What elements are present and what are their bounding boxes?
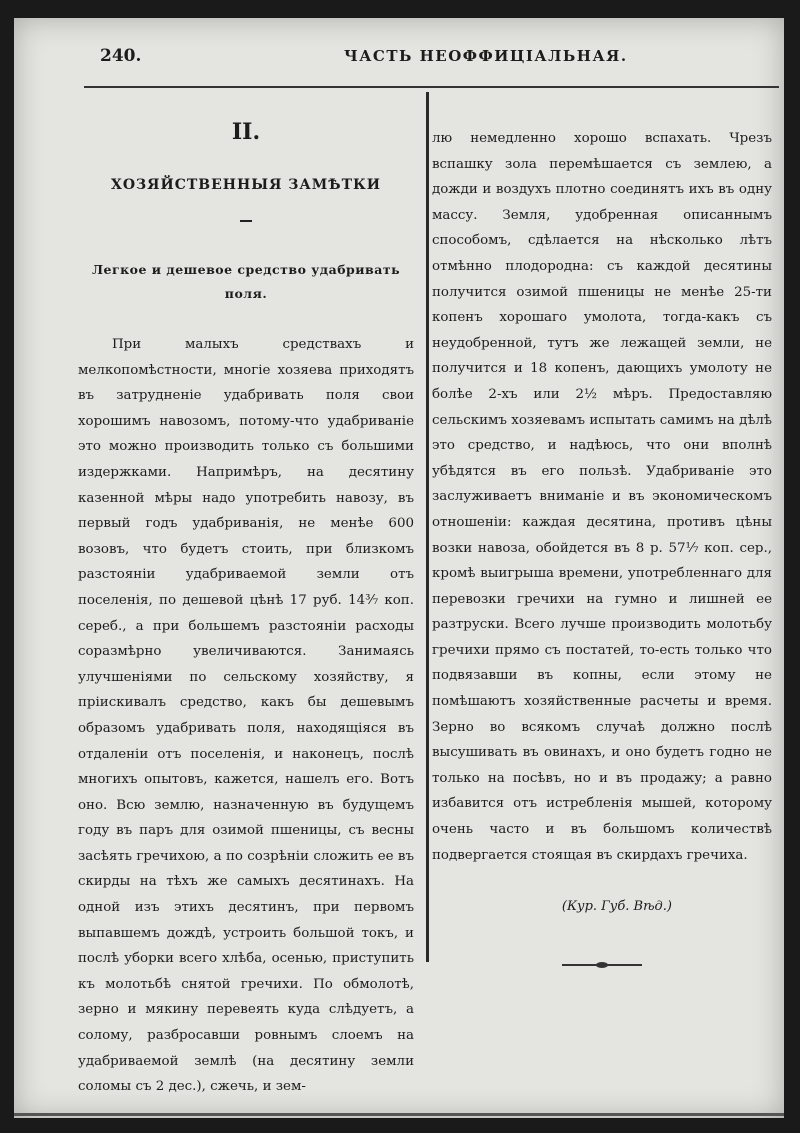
section-title: ХОЗЯЙСТВЕННЫЯ ЗАМѢТКИ [111,177,381,193]
page-sheet [14,18,784,1118]
bottom-edge [14,1113,784,1116]
page-number: 240. [100,46,142,66]
source-citation: (Кур. Губ. Вѣд.) [561,899,672,915]
column-divider [426,92,429,962]
article-title: Легкое и дешевое средство удабривать поля. [91,262,401,301]
article-paragraph-right: лю немедленно хорошо вспахать. Чрезъ вспашку зола перемѣшается съ землею, а дожди и воздухъ плотно соединятъ ихъ въ одну массу. Земля, удобренная описаннымъ способомъ, сдѣлается на нѣсколько лѣтъ отмѣнно плодородна: съ каждой десятины получится озимой пшеницы не менѣе 25-ти копенъ хорошаго умолота, тогда-какъ съ неудобренной, тутъ же лежащей земли, не получится и 18 копенъ, дающихъ умолоту не болѣе 2-хъ или 2½ мѣръ. Предоставляю сельскимъ хозяевамъ испытать самимъ на дѣлѣ это средство, и надѣюсь, что они вполнѣ убѣдятся въ его пользѣ. Удабриванiе это заслуживаетъ вниманiе и въ экономическомъ отношенiи: каждая десятина, противъ цѣны возки навоза, обойдется въ 8 р. 57¹⁄₇ коп. сер., кромѣ выигрыша времени, употребленнаго для перевозки гречихи на гумно и лишней ее разтруски. Всего лучше производить молотьбу гречихи прямо съ постатей, то-есть только что подвязавши въ копны, если этому не помѣшаютъ хозяйственные расчеты и время. Зерно во всякомъ случаѣ должно послѣ высушивать въ овинахъ, и оно будетъ годно не только на посѣвъ, но и въ продажу; а равно избавится отъ истребленiя мышей, которому очень часто и въ большомъ количествѣ подвергается стоящая въ скирдахъ гречиха. [432,131,772,863]
page-header [14,18,784,88]
article-paragraph-left: При малыхъ средствахъ и мелкопомѣстности, многiе хозяева приходятъ въ затрудненiе удабривать поля свои хорошимъ навозомъ, потому-что удабриванiе это можно производить только съ большими издержками. Напримѣръ, на десятину казенной мѣры надо употребить навозу, въ первый годъ удабриванiя, не менѣе 600 возовъ, что будетъ стоить, при близкомъ разстоянiи удабриваемой земли отъ поселенiя, по дешевой цѣнѣ 17 руб. 14³⁄₇ коп. сереб., а при большемъ разстоянiи расходы соразмѣрно увеличиваются. Занимаясь улучшенiями по сельскому хозяйству, я прiискивалъ средство, какъ бы дешевымъ образомъ удабривать поля, находящiяся въ отдаленiи отъ поселенiя, и наконецъ, послѣ многихъ опытовъ, кажется, нашелъ его. Вотъ оно. Всю землю, назначенную въ будущемъ году въ паръ для озимой пшеницы, съ весны засѣять гречихою, а по созрѣнiи сложить ее въ скирды на тѣхъ же самыхъ десятинахъ. На одной изъ этихъ десятинъ, при первомъ выпавшемъ дождѣ, устроить большой токъ, и послѣ уборки всего хлѣба, осенью, приступить къ молотьбѣ снятой гречихи. По обмолотѣ, зерно и мякину перевеять куда слѣдуетъ, а солому, разбросавши ровнымъ слоемъ на удабриваемой землѣ (на десятину земли соломы съ 2 дес.), сжечь, и зем- [78,337,414,1095]
section-number: II. [231,119,261,145]
header-rule [84,86,779,88]
right-column [432,126,772,968]
end-ornament [562,962,642,968]
running-head: ЧАСТЬ НЕОФФИЦІАЛЬНАЯ. [344,47,628,65]
section-rule [240,220,252,222]
left-column [78,118,414,1100]
